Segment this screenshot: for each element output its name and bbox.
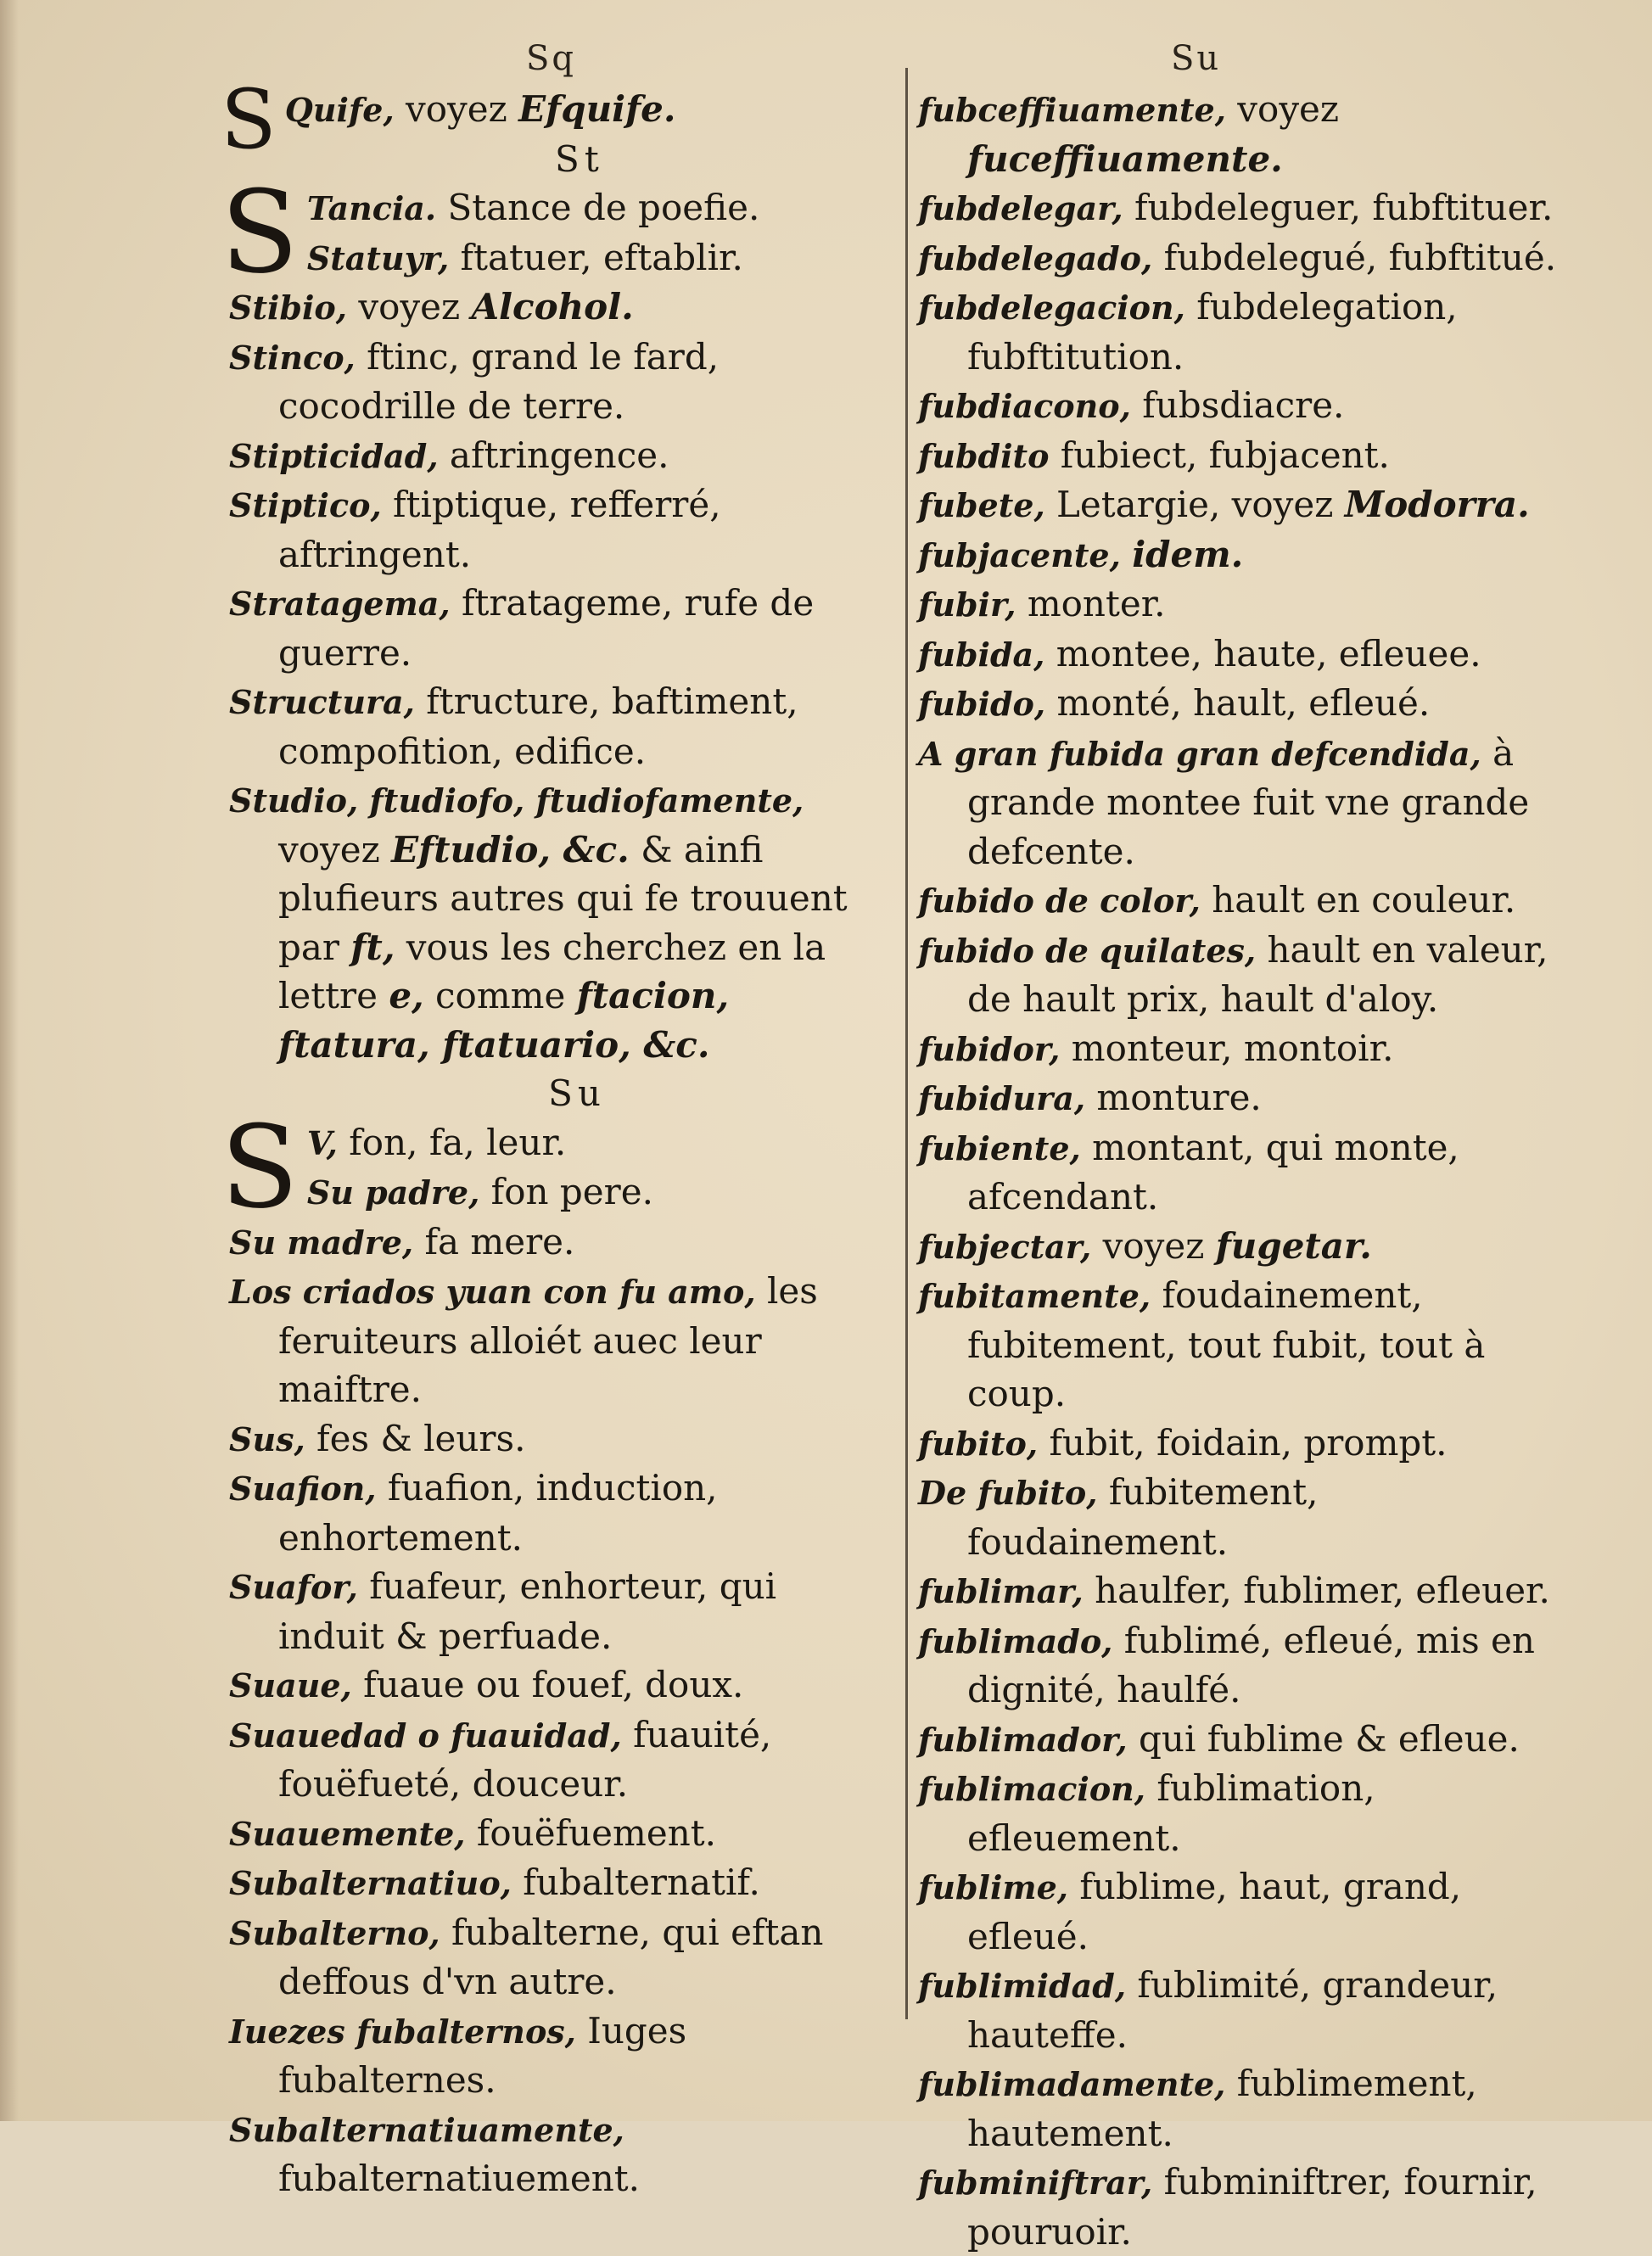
headword: Sus, [229,1419,305,1458]
headword: Suafion, [229,1469,377,1508]
entry-stibio [229,283,874,333]
entry-r15 [918,1024,1580,1074]
headword: fubidor, [918,1029,1061,1068]
entry-r21 [918,1468,1580,1566]
headword: Iuezes fubalternos, [229,2012,576,2051]
entry-r4 [918,283,1580,381]
headword: fublimar, [918,1572,1084,1610]
headword: fubir, [918,585,1016,624]
cross-reference: ftacion, ftatura, ftatuario, &c. [278,975,730,1066]
headword: fublimado, [918,1621,1113,1660]
entry-r8 [918,530,1580,580]
definition: fubalterne, qui eftan deffous d'vn autre. [278,1911,824,2002]
cross-reference: Eftudio, &c. [391,828,630,870]
cross-reference: Alcohol. [471,286,634,327]
headword: Structura, [229,683,415,721]
definition: fublime, haut, grand, efleué. [967,1866,1462,1957]
entry-r3 [918,233,1580,283]
headword: Subalternatiuamente, [229,2110,624,2149]
definition: Letargie, voyez [1044,484,1345,525]
definition: Stance de poefie. [436,187,760,228]
headword: Suauemente, [229,1814,466,1853]
definition: vous les cherchez en la lettre [278,926,826,1016]
headword: Tancia. [306,189,437,227]
section-heading-st: St [555,137,604,180]
headword: Stibio, [229,288,348,327]
definition: ftratageme, rufe de guerre. [278,582,815,674]
entry-r5 [918,381,1580,431]
definition: à grande montee fuit vne grande defcente. [967,731,1530,872]
headword: fubito, [918,1424,1039,1463]
headword: Stratagema, [229,585,451,623]
headword: fublime, [918,1868,1069,1906]
entry-r11 [918,679,1580,729]
entry-r28 [918,2059,1580,2158]
headword: Quife, [284,91,395,129]
entry-r20 [918,1419,1580,1469]
definition: fuaue ou fouef, doux. [351,1664,744,1705]
entry-stratagema [229,579,874,677]
definition: hault en valeur, de hault prix, hault d'aloy. [967,928,1548,1020]
entry-su-madre [229,1218,874,1268]
definition: monté, hault, efleué. [1045,682,1431,724]
headword: De fubito, [918,1474,1098,1512]
entry-r19 [918,1271,1580,1419]
headword: fubjectar, [918,1227,1092,1266]
headword: fubete, [918,486,1045,524]
entry-r22 [918,1566,1580,1616]
definition [1121,534,1132,575]
entry-subalternatiuo [229,1858,874,1908]
entry-r10 [918,630,1580,680]
definition: les feruiteurs alloiét auec leur maiftre. [278,1270,818,1410]
entry-r2 [918,183,1580,233]
entry-r26 [918,1862,1580,1961]
headword: Stiptico, [229,486,382,524]
entry-suauedad [229,1710,874,1809]
definition: & ainfi plufieurs autres qui fe trouuent par [278,828,848,968]
definition: fubit, foidain, prompt. [1038,1421,1448,1464]
entry-suasor [229,1562,874,1660]
entry-iuezes [229,2007,874,2105]
entry-structura [229,677,874,775]
headword: Statuyr, [306,238,450,277]
definition: haulfer, fublimer, efleuer. [1083,1570,1550,1611]
headword: Su madre, [229,1223,414,1262]
right-column [918,85,1580,2256]
definition: fublimé, efleué, mis en dignité, haulfé. [967,1619,1535,1710]
definition: fouëfuement. [465,1811,716,1854]
definition: fubdelegation, fubftitution. [967,286,1458,378]
entry-suaue [229,1660,874,1710]
definition: ftinc, grand le fard, cocodrille de terre. [278,335,720,427]
headword: fublimacion, [918,1770,1146,1808]
definition: Iuges fubalternes. [278,2009,687,2101]
definition: fubalternatiuement. [278,2158,641,2199]
headword: fublimadamente, [918,2065,1226,2103]
entry-subalterno [229,1908,874,2007]
headword: V, [306,1123,338,1162]
cross-reference: idem. [1132,533,1244,575]
entry-stinco [229,333,874,431]
entry-r1 [918,85,1580,183]
entry-r24 [918,1715,1580,1765]
headword: Suaue, [229,1666,352,1705]
entry-suauemente [229,1809,874,1859]
definition: fubdeleguer, fubftituer. [1123,187,1554,228]
headword: fubdito [918,436,1050,475]
cross-reference: fugetar. [1215,1224,1372,1267]
entry-r14 [918,926,1580,1024]
left-column [221,72,874,2203]
column-divider [905,68,908,2019]
drop-cap-s: S [221,1100,299,1234]
definition: fon, fa, leur. [337,1121,567,1163]
definition: fublimité, grandeur, hauteffe. [967,1964,1498,2056]
running-head-left: Sq [526,39,577,78]
definition: monter. [1016,583,1166,624]
headword: Subalterno, [229,1913,440,1952]
definition: fubiect, fubjacent. [1049,434,1390,476]
running-head-right: Su [1171,39,1222,78]
cross-reference: Modorra. [1344,484,1530,525]
headword: Subalternatiuo, [229,1864,512,1902]
entry-r13 [918,876,1580,926]
entry-r29 [918,2158,1580,2256]
entry-r6 [918,431,1580,481]
headword: Stinco, [229,338,356,377]
definition: fa mere. [413,1220,575,1262]
definition: voyez [347,286,472,327]
entry-r18 [918,1222,1580,1272]
entry-su [221,1100,874,1234]
entry-r25 [918,1764,1580,1862]
definition: fuafion, induction, enhortement. [278,1467,718,1559]
headword: Suafor, [229,1568,358,1606]
headword: Stipticidad, [229,436,439,475]
drop-cap-s: S [221,166,299,299]
entry-subalternatiuamente [229,2105,874,2203]
entry-sus [229,1414,874,1464]
drop-cap-s: S [221,72,277,167]
definition: foudainement, fubitement, tout fubit, tout à coup. [967,1274,1486,1414]
entry-r27 [918,1961,1580,2059]
definition: monteur, montoir. [1060,1027,1394,1069]
entry-los-criados [229,1267,874,1414]
entry-r12 [918,729,1580,876]
definition: voyez [1225,88,1340,130]
definition: monture. [1085,1077,1262,1118]
definition: fubdelegué, fubftitué. [1152,236,1557,278]
definition: fuauité, fouëfueté, douceur. [278,1713,772,1805]
headword: fubida, [918,635,1045,674]
headword: fubiente, [918,1128,1081,1167]
definition: fuafeur, enhorteur, qui induit & perfuade. [278,1565,777,1657]
headword: Los criados yuan con fu amo, [229,1273,756,1311]
headword: fubceffiuamente, [918,91,1226,129]
cross-reference: fuceffiuamente. [967,137,1283,180]
headword: fublimidad, [918,1967,1127,2005]
definition: ftiptique, refferré, aftringent. [278,484,721,575]
headword: fubminiftrar, [918,2164,1153,2202]
definition: fublimation, efleuement. [967,1767,1375,1859]
definition: fes & leurs. [305,1417,526,1459]
page-edge-shadow [0,0,19,2121]
definition: fubalternatif. [511,1861,760,1903]
headword: fubjacente, [918,535,1121,574]
definition: aftringence. [438,434,669,476]
definition: fubsdiacre. [1130,384,1345,426]
entry-r7 [918,480,1580,530]
definition: hault en couleur. [1200,879,1516,921]
entry-stancia [221,166,874,299]
definition: montant, qui monte, afcendant. [967,1126,1459,1218]
headword: fubido de color, [918,882,1201,920]
entry-stipticidad [229,431,874,481]
definition: fublimement, hautement. [967,2063,1477,2154]
headword: fubitamente, [918,1277,1151,1315]
headword: A gran fubida gran defcendida, [918,734,1481,773]
headword: fubido de quilates, [918,931,1257,970]
definition: fon pere. [479,1171,653,1212]
cross-reference: ft, [350,926,395,968]
entry-r17 [918,1123,1580,1222]
headword: Suauedad o fuauidad, [229,1716,622,1755]
headword: fubdelegar, [918,189,1123,227]
definition: qui fublime & efleue. [1127,1717,1520,1760]
headword: Studio, ftudiofo, ftudiofamente, [229,781,804,820]
headword: fubdiacono, [918,387,1131,425]
entry-suasion [229,1464,874,1562]
definition: comme [423,975,577,1016]
headword: fubido, [918,685,1046,723]
entry-r16 [918,1073,1580,1123]
headword: fubdelegado, [918,238,1153,277]
headword: Su padre, [306,1173,480,1212]
entry-r23 [918,1616,1580,1715]
entry-studio [229,775,874,1069]
definition: montee, haute, efleuee. [1044,632,1481,675]
cross-reference: e, [389,975,424,1016]
definition: voyez [278,828,392,870]
definition: ftructure, baftiment, compofition, edifice. [278,680,798,772]
section-heading-su: Su [548,1072,606,1114]
definition: fubminiftrer, fournir, pouruoir. [967,2161,1537,2253]
headword: fubidura, [918,1079,1086,1117]
cross-reference: Efquife. [518,88,676,130]
headword: fublimador, [918,1720,1128,1759]
definition: ftatuer, eftablir. [449,236,743,278]
definition: fubitement, foudainement. [967,1471,1319,1563]
definition: voyez [1091,1224,1216,1267]
headword: fubdelegacion, [918,288,1185,327]
entry-r9 [918,579,1580,630]
definition: voyez [394,88,519,130]
entry-stiptico [229,480,874,579]
